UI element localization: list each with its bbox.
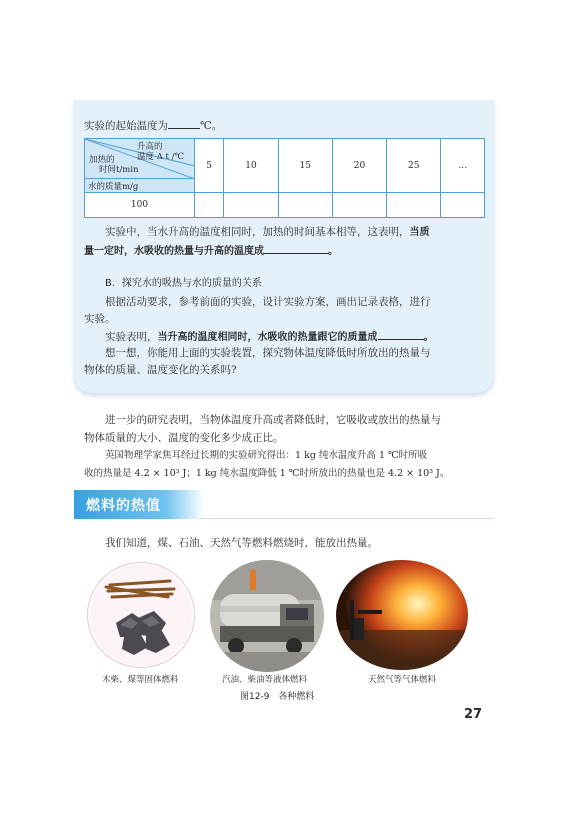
paragraph-1-line-2: 量一定时，水吸收的热量与升高的温度成 。	[84, 243, 338, 259]
section-intro: 我们知道，煤、石油、天然气等燃料燃烧时，能放出热量。	[105, 537, 378, 549]
header-temp-label: 升高的	[137, 142, 163, 152]
table-cell	[441, 193, 485, 218]
solid-fuel-photo	[88, 563, 194, 667]
figure-caption: 图12-9 各种燃料	[240, 692, 315, 702]
paragraph-6-line-2: 收的热量是 4.2 × 10³ J；1 kg 纯水温度降低 1 ℃时所放出的热量也是 4.2 × 10³ J。	[84, 468, 450, 479]
section-title: 燃料的热值	[86, 498, 161, 514]
paragraph-1-line-1: 实验中，当水升高的温度相同时，加热的时间基本相等，这表明，当质	[105, 226, 430, 238]
paragraph-5-line-1: 进一步的研究表明，当物体温度升高或者降低时，它吸收或放出的热量与	[105, 414, 441, 426]
header-temp-unit: 温度 Δ t /℃	[137, 152, 185, 162]
paragraph-4-line-1: 想一想，你能用上面的实验装置，探究物体温度降低时所放出的热量与	[105, 347, 431, 359]
experiment-table	[84, 138, 485, 218]
paragraph-6-line-1: 英国物理学家焦耳经过长期的实验研究得出：1 kg 纯水温度升高 1 ℃时所吸	[105, 450, 428, 461]
table-col-header: …	[441, 139, 485, 193]
table-header-diagonal	[85, 139, 195, 179]
caption-gas-fuel: 天然气等气体燃料	[368, 675, 437, 685]
paragraph-2-line-1: 根据活动要求，参考前面的实验，设计实验方案，画出记录表格，进行	[105, 296, 431, 308]
table-col-header: 10	[224, 139, 278, 193]
table-cell	[195, 193, 224, 218]
page-number: 27	[464, 707, 483, 722]
table-col-header: 5	[195, 139, 224, 193]
table-cell	[224, 193, 278, 218]
paragraph-4-line-2: 物体的质量、温度变化的关系吗?	[84, 364, 237, 376]
table-cell	[332, 193, 386, 218]
paragraph-2-line-2: 实验。	[84, 313, 116, 325]
header-time-label: 加热的	[89, 155, 115, 165]
header-mass-label: 水的质量m/g	[85, 179, 195, 193]
table-cell	[387, 193, 441, 218]
caption-liquid-fuel: 汽油、柴油等液体燃料	[222, 675, 308, 685]
start-temp-line: 实验的起始温度为 ℃。	[84, 120, 223, 132]
table-col-header: 25	[387, 139, 441, 193]
caption-solid-fuel: 木柴、煤等固体燃料	[102, 675, 179, 685]
paragraph-5-line-2: 物体质量的大小、温度的变化多少成正比。	[84, 432, 284, 444]
table-row-label: 100	[85, 193, 195, 218]
table-col-header: 20	[332, 139, 386, 193]
header-time-unit: 时间t/min	[99, 165, 139, 175]
table-cell	[278, 193, 332, 218]
table-col-header: 15	[278, 139, 332, 193]
gas-fuel-photo	[336, 560, 468, 670]
paragraph-3: 实验表明，当升高的温度相同时，水吸收的热量跟它的质量成 。	[105, 331, 434, 343]
liquid-fuel-photo	[210, 560, 324, 672]
section-heading	[74, 490, 204, 519]
section-rule	[200, 518, 494, 519]
subsection-b-title: B．探究水的吸热与水的质量的关系	[105, 278, 262, 289]
